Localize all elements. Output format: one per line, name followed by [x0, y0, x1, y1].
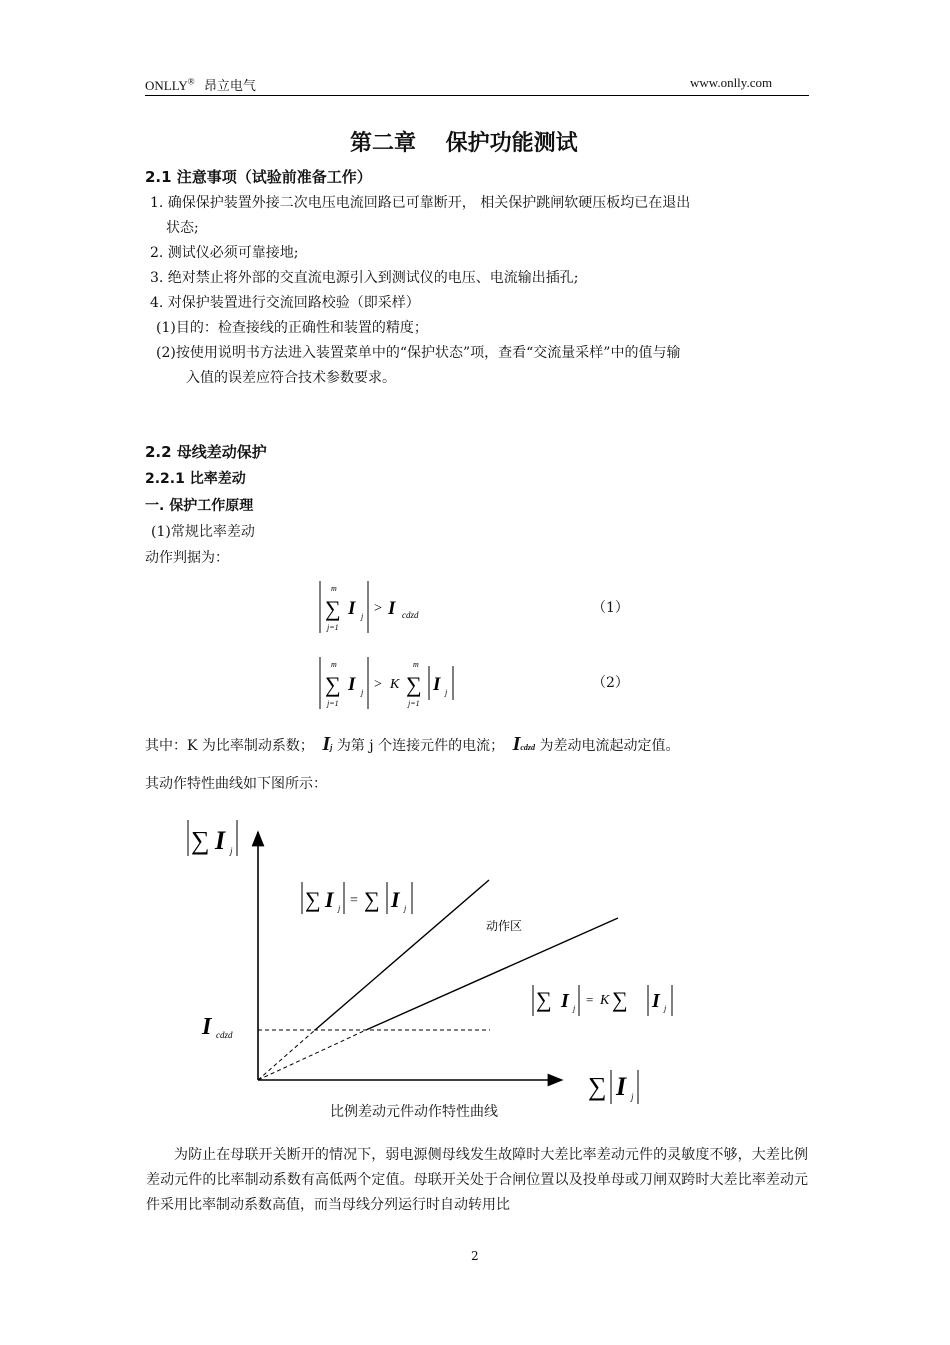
- criterion-intro: 动作判据为：: [145, 550, 229, 566]
- svg-text:I: I: [391, 887, 400, 912]
- list-item: 2. 测试仪必须可靠接地;: [150, 245, 299, 261]
- list-item: (2)按使用说明书方法进入装置菜单中的“保护状态”项，查看“交流量采样”中的值与输: [156, 345, 681, 361]
- svg-text:m: m: [331, 584, 337, 593]
- svg-text:∑: ∑: [536, 987, 552, 1012]
- svg-text:I: I: [202, 1014, 212, 1040]
- svg-text:I: I: [561, 990, 569, 1012]
- svg-text:I: I: [325, 887, 334, 912]
- equation-1: [315, 578, 455, 636]
- list-item: 4. 对保护装置进行交流回路校验（即采样）: [150, 295, 420, 311]
- where-line: [145, 733, 679, 756]
- where-icdzd-text: 为差动电流起动定值。: [539, 738, 680, 754]
- svg-text:I: I: [652, 990, 660, 1012]
- svg-text:=: =: [350, 893, 358, 908]
- header-website: www.onlly.com: [690, 75, 773, 90]
- svg-text:∑: ∑: [612, 987, 628, 1012]
- svg-text:∑: ∑: [364, 887, 380, 912]
- steep-line-equation: [302, 882, 412, 914]
- company-name: 昂立电气: [203, 78, 256, 93]
- svg-text:I: I: [616, 1072, 627, 1101]
- svg-text:cdzd: cdzd: [216, 1030, 233, 1040]
- symbol-ij: Ij: [322, 733, 333, 755]
- svg-text:m: m: [331, 660, 337, 669]
- curve-intro: 其动作特性曲线如下图所示：: [145, 776, 327, 792]
- section-2-1-heading: 2.1 注意事项（试验前准备工作）: [145, 168, 372, 186]
- where-k-text: 其中：K 为比率制动系数；: [145, 738, 314, 754]
- svg-text:>: >: [374, 601, 382, 616]
- svg-text:I: I: [433, 674, 441, 695]
- svg-text:m: m: [413, 660, 419, 669]
- svg-text:j: j: [664, 1004, 667, 1013]
- svg-text:∑: ∑: [305, 887, 321, 912]
- svg-text:j: j: [573, 1004, 576, 1013]
- svg-text:K: K: [390, 677, 400, 692]
- page-number: 2: [471, 1249, 479, 1263]
- svg-text:K: K: [600, 993, 610, 1008]
- threshold-label: [201, 1014, 233, 1040]
- svg-text:∑: ∑: [325, 596, 341, 621]
- svg-text:I: I: [215, 826, 226, 855]
- steep-line: [315, 880, 489, 1030]
- header-rule: [145, 95, 809, 96]
- svg-text:j: j: [404, 904, 407, 913]
- svg-text:I: I: [388, 598, 396, 619]
- registered-mark: ®: [187, 76, 195, 87]
- equation-2-number: （2）: [592, 675, 629, 691]
- svg-text:∑: ∑: [191, 826, 210, 855]
- where-ij-text: 为第 j 个连接元件的电流；: [336, 738, 505, 754]
- steep-dashed: [258, 1030, 315, 1080]
- list-item: 状态;: [166, 220, 199, 236]
- svg-text:∑: ∑: [325, 672, 341, 697]
- svg-text:∑: ∑: [588, 1072, 607, 1101]
- svg-text:>: >: [374, 677, 382, 692]
- body-paragraph: 为防止在母联开关断开的情况下，弱电源侧母线发生故障时大差比率差动元件的灵敏度不够，大差比例差动元件的比率制动系数有高低两个定值。母联开关处于合闸位置以及投单母或刀闸双跨时大差比率差动元件采用比率制动系数高值，而当母线分列运行时自动转用比: [146, 1147, 808, 1213]
- list-item: 3. 绝对禁止将外部的交直流电源引入到测试仪的电压、电流输出插孔;: [150, 270, 579, 286]
- figure-caption: 比例差动元件动作特性曲线: [330, 1104, 498, 1120]
- list-item: (1)目的：检查接线的正确性和装置的精度；: [156, 320, 428, 336]
- svg-text:∑: ∑: [406, 672, 422, 697]
- section-2-2-heading: 2.2 母线差动保护: [145, 443, 267, 461]
- characteristic-figure: [180, 810, 700, 1110]
- principle-heading: 一. 保护工作原理: [145, 498, 254, 514]
- y-axis-label: [188, 820, 237, 856]
- svg-text:j=1: j=1: [327, 699, 339, 708]
- section-2-2-1-heading: 2.2.1 比率差动: [145, 471, 246, 487]
- item-conventional: (1)常规比率差动: [151, 524, 255, 540]
- shallow-dashed: [258, 1030, 366, 1080]
- header-brand: [145, 75, 256, 94]
- list-item: 入值的误差应符合技术参数要求。: [186, 370, 396, 386]
- chapter-title: 第二章 保护功能测试: [350, 131, 578, 156]
- svg-text:=: =: [586, 992, 594, 1007]
- svg-text:j: j: [631, 1092, 634, 1102]
- symbol-icdzd: Icdzd: [512, 733, 536, 755]
- svg-text:j: j: [338, 904, 341, 913]
- svg-text:j: j: [361, 612, 364, 621]
- shallow-line-equation: [533, 985, 672, 1016]
- svg-text:j=1: j=1: [408, 699, 420, 708]
- equation-2: [315, 654, 475, 712]
- x-axis-label: [588, 1070, 638, 1104]
- svg-text:j: j: [230, 846, 233, 856]
- svg-text:j: j: [361, 688, 364, 697]
- svg-text:j=1: j=1: [327, 623, 339, 632]
- svg-text:cdzd: cdzd: [402, 610, 419, 620]
- equation-1-number: （1）: [592, 600, 629, 616]
- list-item: 1. 确保保护装置外接二次电压电流回路已可靠断开， 相关保护跳闸软硬压板均已在退出: [150, 195, 691, 211]
- operating-zone-label: 动作区: [486, 919, 523, 933]
- svg-text:j: j: [445, 688, 448, 697]
- svg-text:I: I: [348, 674, 356, 695]
- svg-text:I: I: [348, 598, 356, 619]
- shallow-line: [366, 918, 618, 1030]
- brand-name: ONLLY: [145, 78, 188, 93]
